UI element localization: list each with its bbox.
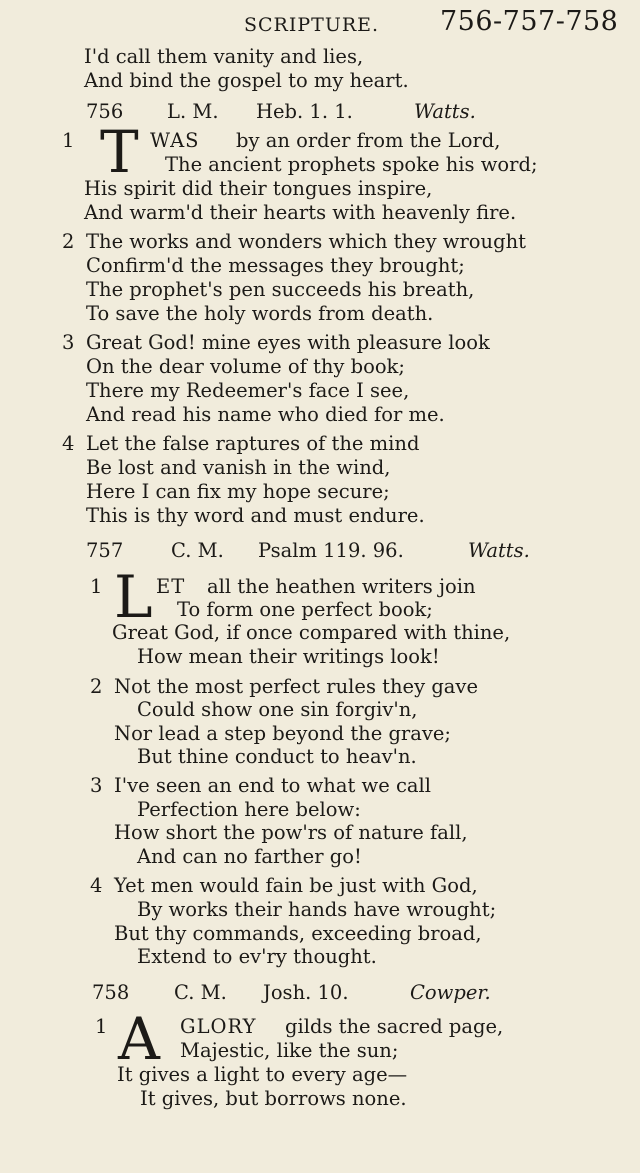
verse-line: To form one perfect book; (177, 598, 433, 621)
verse-line: gilds the sacred page, (285, 1015, 504, 1038)
verse-line: It gives a light to every age— (117, 1063, 408, 1086)
verse-line: Confirm'd the messages they brought; (86, 254, 465, 277)
stanza-number: 4 (62, 432, 75, 455)
verse-line: This is thy word and must endure. (86, 504, 425, 527)
first-word-rest: ET (156, 575, 186, 598)
verse-line: It gives, but borrows none. (140, 1087, 407, 1110)
running-title: SCRIPTURE. (244, 14, 380, 36)
stanza-number: 2 (62, 230, 75, 253)
verse-line: But thine conduct to heav'n. (137, 745, 417, 768)
hymn-meter: C. M. (171, 539, 224, 562)
stanza-number: 4 (90, 874, 103, 897)
verse-line: How short the pow'rs of nature fall, (114, 821, 468, 844)
verse-line: The works and wonders which they wrought (86, 230, 526, 253)
verse-line: By works their hands have wrought; (137, 898, 497, 921)
hymn-author: Watts. (468, 539, 530, 562)
hymn-text-ref: Josh. 10. (263, 981, 349, 1004)
hymn-meter: L. M. (167, 100, 219, 123)
first-word-rest: GLORY (180, 1015, 257, 1038)
verse-line: all the heathen writers join (207, 575, 476, 598)
stanza-number: 3 (62, 331, 75, 354)
verse-line: On the dear volume of thy book; (86, 355, 405, 378)
verse-line: by an order from the Lord, (236, 129, 501, 152)
verse-line: How mean their writings look! (137, 645, 440, 668)
verse-line: To save the holy words from death. (86, 302, 434, 325)
hymn-number: 758 (92, 981, 130, 1004)
drop-cap-letter: L (114, 563, 153, 631)
page-range: 756-757-758 (440, 6, 619, 37)
verse-line: Yet men would fain be just with God, (114, 874, 478, 897)
verse-line: Extend to ev'ry thought. (137, 945, 377, 968)
hymn-meter: C. M. (174, 981, 227, 1004)
hymn-author: Cowper. (410, 981, 491, 1004)
stanza-number: 1 (90, 575, 103, 598)
hymn-number: 756 (86, 100, 124, 123)
carryover-line: And bind the gospel to my heart. (84, 69, 409, 92)
verse-line: The prophet's pen succeeds his breath, (86, 278, 475, 301)
verse-line: Nor lead a step beyond the grave; (114, 722, 452, 745)
carryover-line: I'd call them vanity and lies, (84, 45, 364, 68)
hymn-text-ref: Psalm 119. 96. (258, 539, 404, 562)
stanza-number: 3 (90, 774, 103, 797)
verse-line: Be lost and vanish in the wind, (86, 456, 391, 479)
verse-line: The ancient prophets spoke his word; (165, 153, 538, 176)
verse-line: But thy commands, exceeding broad, (114, 922, 482, 945)
drop-cap-letter: T (100, 118, 139, 186)
verse-line: Let the false raptures of the mind (86, 432, 420, 455)
stanza-number: 1 (95, 1015, 108, 1038)
verse-line: And can no farther go! (137, 845, 362, 868)
verse-line: Great God, if once compared with thine, (112, 621, 511, 644)
first-word-rest: WAS (150, 129, 200, 152)
verse-line: There my Redeemer's face I see, (86, 379, 410, 402)
verse-line: I've seen an end to what we call (114, 774, 431, 797)
hymn-text-ref: Heb. 1. 1. (256, 100, 353, 123)
verse-line: Here I can fix my hope secure; (86, 480, 390, 503)
stanza-number: 1 (62, 129, 75, 152)
drop-cap-letter: A (118, 1005, 160, 1073)
verse-line: Majestic, like the sun; (180, 1039, 399, 1062)
hymn-number: 757 (86, 539, 124, 562)
stanza-number: 2 (90, 675, 103, 698)
verse-line: Not the most perfect rules they gave (114, 675, 478, 698)
verse-line: And warm'd their hearts with heavenly fire. (84, 201, 517, 224)
verse-line: Could show one sin forgiv'n, (137, 698, 418, 721)
verse-line: His spirit did their tongues inspire, (84, 177, 433, 200)
hymn-author: Watts. (414, 100, 476, 123)
verse-line: And read his name who died for me. (86, 403, 445, 426)
verse-line: Perfection here below: (137, 798, 361, 821)
verse-line: Great God! mine eyes with pleasure look (86, 331, 490, 354)
